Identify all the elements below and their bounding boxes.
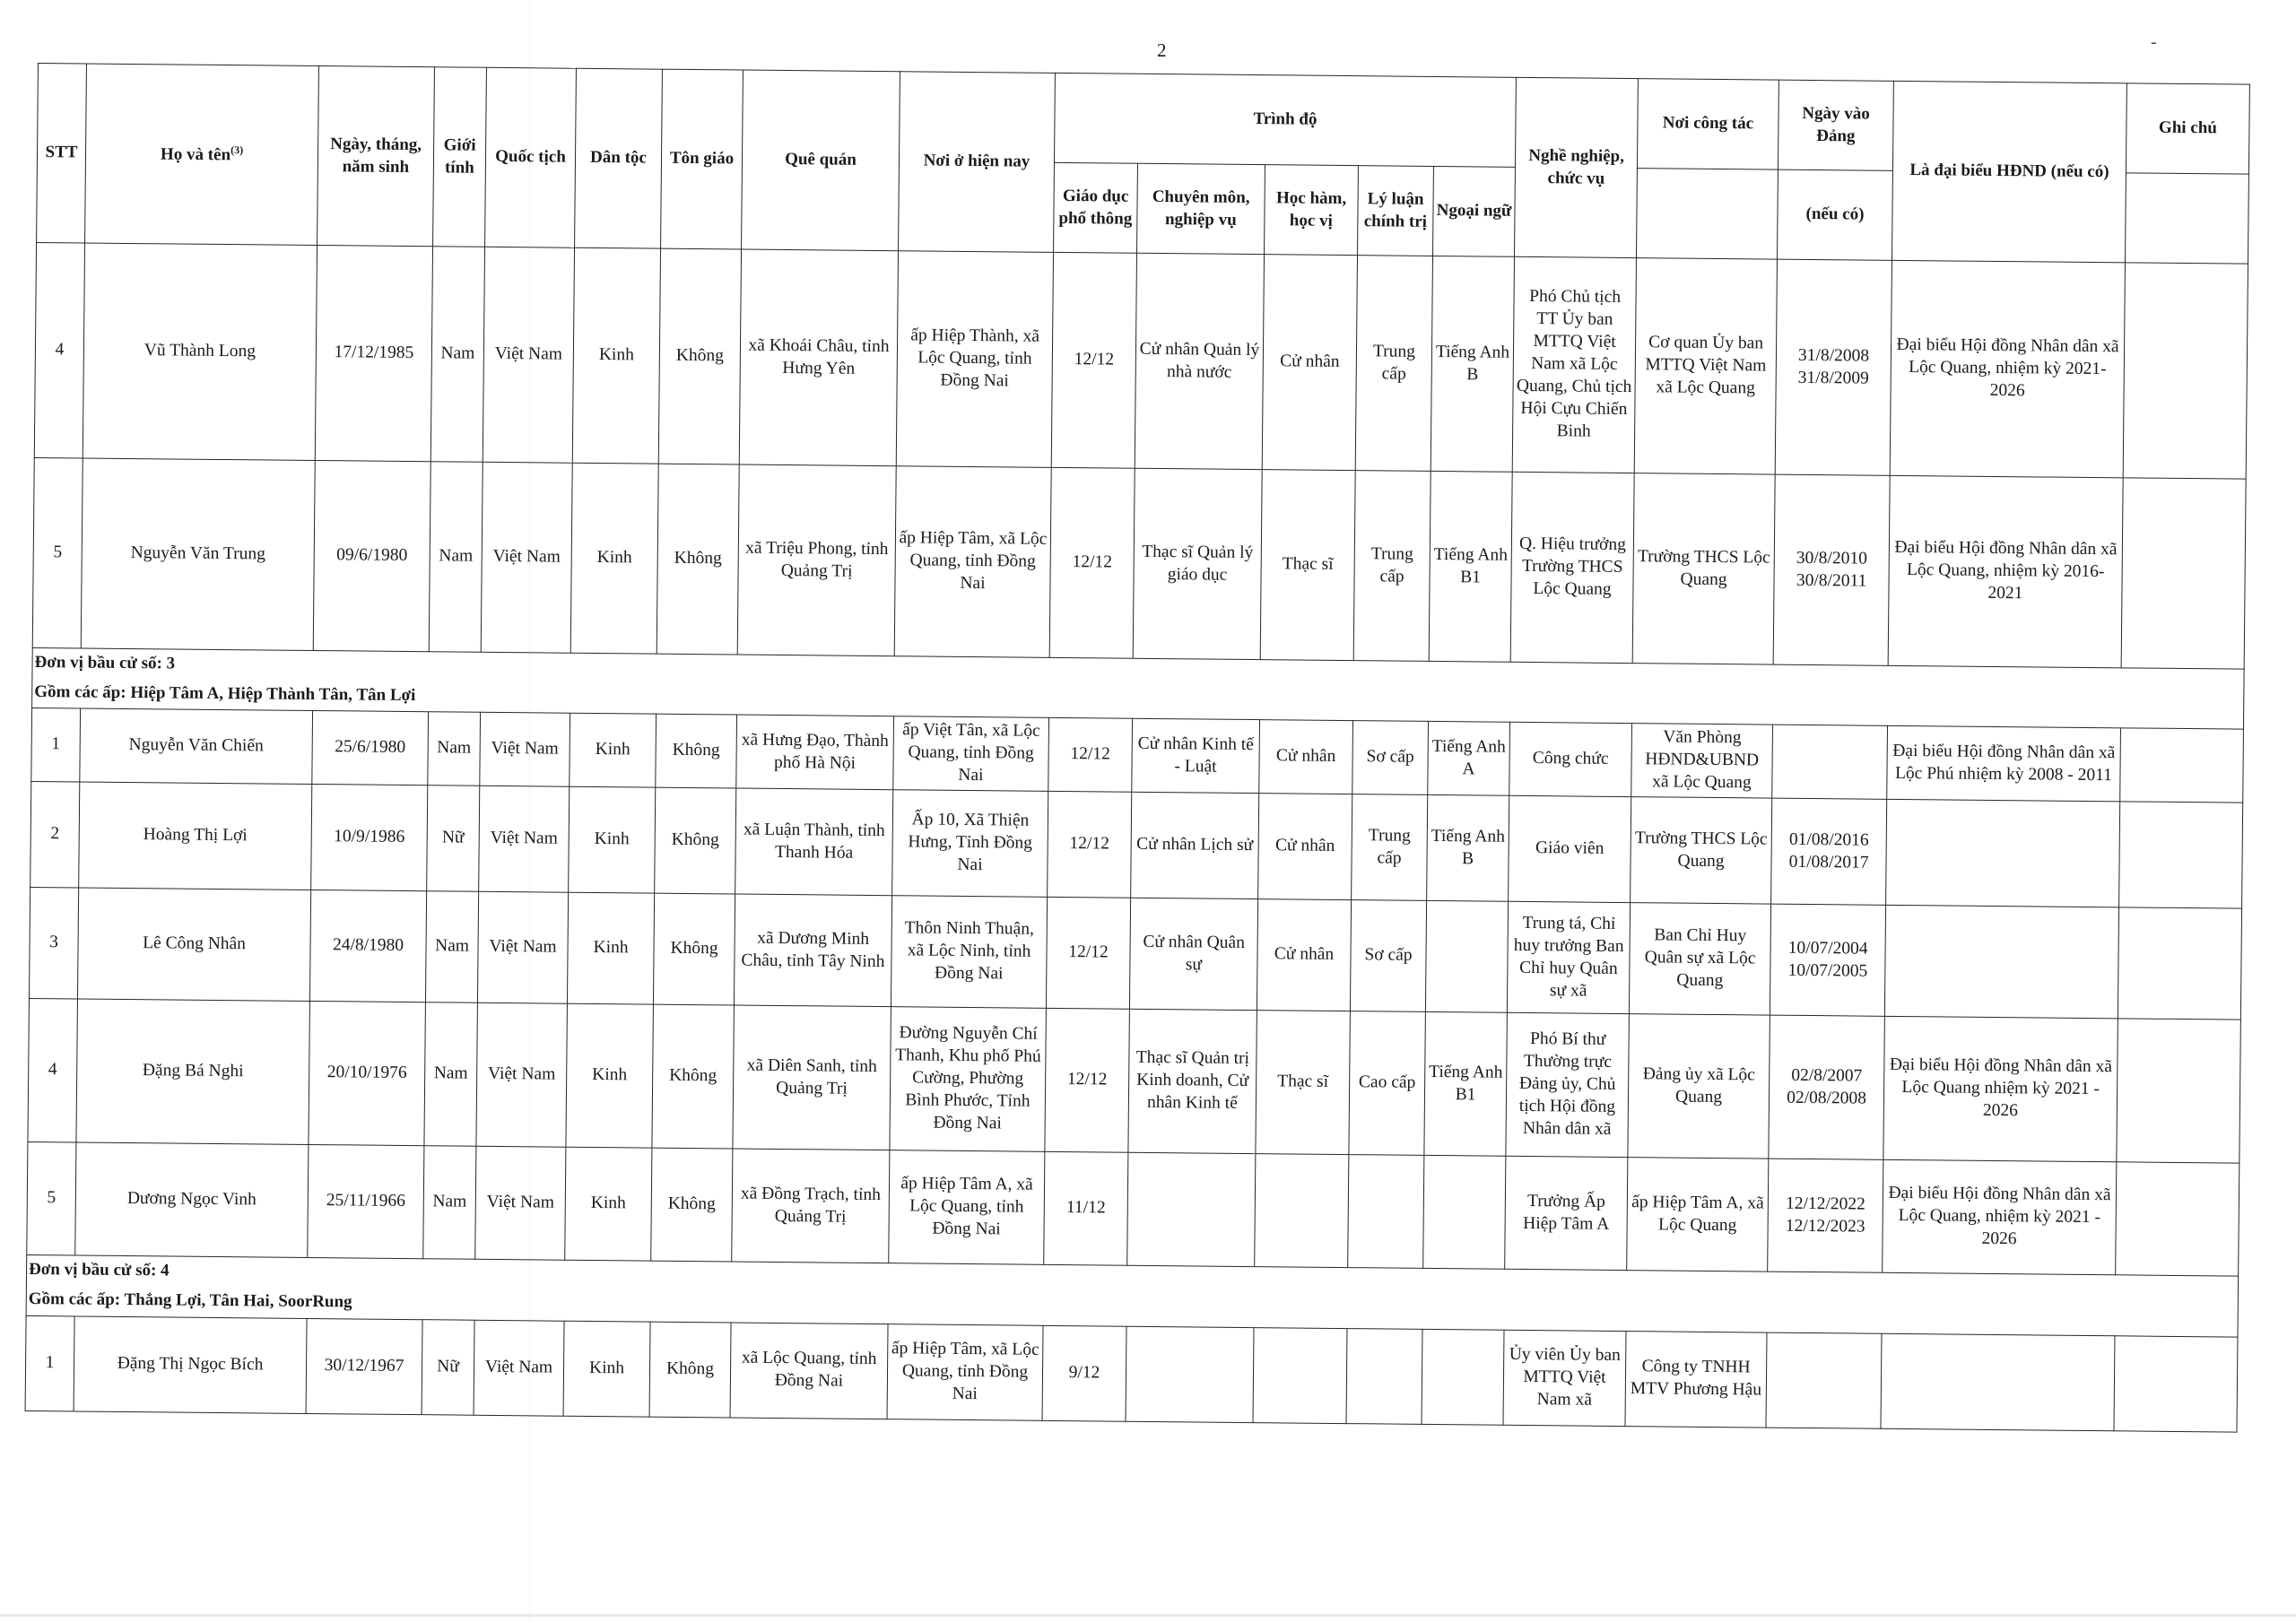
cell-stt: 5	[32, 457, 83, 648]
party-date-1: 02/8/2007	[1791, 1065, 1863, 1086]
cell-professional: Cử nhân Quản lý nhà nước	[1135, 253, 1264, 469]
table-row	[25, 1315, 2238, 1432]
cell-language: Tiếng Anh B	[1427, 795, 1509, 902]
cell-gender: Nam	[423, 1146, 476, 1260]
cell-residence: Thôn Ninh Thuận, xã Lộc Ninh, tỉnh Đồng Nai	[891, 896, 1047, 1009]
cell-political: Trung cấp	[1355, 256, 1432, 472]
cell-residence: Ấp 10, Xã Thiện Hưng, Tỉnh Đồng Nai	[892, 790, 1048, 898]
cell-nationality: Việt Nam	[483, 247, 574, 463]
cell-hometown: xã Triệu Phong, tỉnh Quảng Trị	[737, 464, 896, 656]
cell-name: Nguyễn Văn Trung	[81, 458, 315, 650]
cell-workplace: Trường THCS Lộc Quang	[1632, 473, 1775, 664]
cell-delegate	[1881, 1333, 2115, 1430]
header-delegate: Là đại biểu HĐND (nếu có)	[1892, 81, 2127, 262]
party-date-2: 10/07/2005	[1787, 960, 1868, 981]
cell-education: 12/12	[1051, 252, 1136, 468]
cell-party-date	[1770, 904, 1885, 1016]
cell-workplace: Văn Phòng HĐND&UBND xã Lộc Quang	[1631, 724, 1773, 799]
cell-religion: Không	[655, 787, 736, 894]
party-date-1	[1770, 1380, 1878, 1381]
cell-language	[1422, 1329, 1504, 1425]
candidate-table	[25, 63, 2250, 1432]
header-gender: Giới tính	[433, 67, 487, 247]
table-row	[29, 888, 2241, 1020]
cell-religion: Không	[651, 1148, 733, 1262]
table-row	[27, 1142, 2239, 1277]
party-date-2	[1770, 1380, 1878, 1381]
cell-education: 11/12	[1044, 1152, 1128, 1266]
cell-education: 12/12	[1049, 467, 1135, 658]
cell-note	[2114, 1335, 2238, 1431]
cell-political	[1348, 1155, 1424, 1269]
header-name: Họ và tên$^{(3)}$	[85, 64, 319, 245]
cell-delegate: Đại biểu Hội đồng Nhân dân xã Lộc Quang, nhiệm kỳ 2016-2021	[1888, 475, 2123, 667]
cell-religion: Không	[656, 714, 737, 788]
cell-note	[2116, 1162, 2239, 1276]
cell-ethnic: Kinh	[570, 714, 657, 788]
party-date-1: 12/12/2022	[1785, 1193, 1866, 1214]
party-date-1: 31/8/2008	[1797, 345, 1870, 366]
party-date-2	[1776, 761, 1884, 762]
header-professional: Chuyên môn, nghiệp vụ	[1137, 163, 1265, 254]
cell-hometown: xã Dương Minh Châu, tỉnh Tây Ninh	[734, 894, 891, 1007]
cell-ethnic: Kinh	[567, 893, 654, 1005]
cell-party-date	[1769, 1015, 1885, 1159]
cell-education: 12/12	[1048, 792, 1132, 898]
cell-delegate	[1884, 906, 2118, 1019]
cell-degree: Thạc sĩ	[1260, 470, 1355, 661]
cell-degree: Thạc sĩ	[1256, 1011, 1351, 1155]
cell-education: 9/12	[1042, 1325, 1126, 1421]
cell-dob: 24/8/1980	[309, 890, 426, 1002]
cell-delegate: Đại biểu Hội đồng Nhân dân xã Lộc Quang, nhiệm kỳ 2021 - 2026	[1883, 1160, 2117, 1275]
cell-dob: 20/10/1976	[309, 1002, 426, 1146]
cell-party-date	[1771, 798, 1887, 905]
cell-occupation: Trung tá, Chỉ huy trưởng Ban Chỉ huy Quân sự xã	[1507, 902, 1630, 1014]
cell-nationality: Việt Nam	[480, 713, 570, 787]
cell-name: Đặng Thị Ngọc Bích	[74, 1316, 307, 1413]
cell-degree	[1255, 1154, 1349, 1268]
header-stt: STT	[37, 64, 87, 244]
header-hometown: Quê quán	[742, 70, 900, 251]
cell-hometown: xã Khoái Châu, tỉnh Hưng Yên	[739, 249, 898, 466]
cell-delegate: Đại biểu Hội đồng Nhân dân xã Lộc Quang, nhiệm kỳ 2021-2026	[1890, 260, 2125, 477]
header-workplace: Nơi công tác	[1638, 79, 1779, 170]
cell-professional: Thạc sĩ Quản trị Kinh doanh, Cử nhân Kinh tế	[1128, 1010, 1257, 1154]
cell-workplace: ấp Hiệp Tâm A, xã Lộc Quang	[1627, 1158, 1769, 1272]
cell-degree	[1253, 1327, 1347, 1423]
table-row	[34, 242, 2248, 479]
cell-degree: Cử nhân	[1257, 899, 1351, 1011]
cell-note	[2120, 728, 2244, 803]
cell-professional: Cử nhân Lịch sử	[1131, 793, 1259, 899]
cell-professional	[1126, 1326, 1254, 1422]
table-row	[30, 782, 2243, 909]
cell-nationality: Việt Nam	[481, 462, 572, 653]
cell-name: Dương Ngọc Vinh	[75, 1142, 309, 1257]
party-date-2: 12/12/2023	[1785, 1216, 1866, 1237]
cell-hometown: xã Đồng Trạch, tỉnh Quảng Trị	[732, 1149, 890, 1263]
cell-professional	[1127, 1153, 1256, 1267]
cell-professional: Thạc sĩ Quản lý giáo dục	[1133, 468, 1262, 659]
cell-gender: Nam	[428, 712, 481, 786]
header-occupation: Nghề nghiệp, chức vụ	[1515, 77, 1639, 257]
cell-dob: 30/12/1967	[306, 1318, 422, 1414]
cell-religion: Không	[657, 464, 739, 655]
cell-political: Sơ cấp	[1352, 721, 1429, 795]
party-date-1: 30/8/2010	[1796, 548, 1867, 568]
cell-stt: 3	[29, 888, 78, 1000]
header-workplace-blank	[1637, 169, 1779, 260]
header-degree: Học hàm, học vị	[1265, 165, 1359, 256]
cell-delegate: Đại biểu Hội đồng Nhân dân xã Lộc Quang nhiệm kỳ 2021 - 2026	[1883, 1017, 2118, 1162]
party-date-2: 31/8/2009	[1797, 368, 1869, 388]
cell-religion: Không	[649, 1322, 731, 1418]
party-date-2: 02/08/2008	[1787, 1088, 1867, 1108]
cell-name: Vũ Thành Long	[83, 243, 317, 460]
header-note-blank	[2126, 173, 2249, 264]
cell-degree: Cử nhân	[1262, 255, 1357, 471]
cell-delegate	[1886, 800, 2120, 907]
cell-gender: Nam	[424, 1002, 478, 1147]
cell-religion: Không	[653, 893, 735, 1005]
cell-party-date	[1772, 725, 1888, 799]
unit-3-title: Đơn vị bầu cử số: 3	[32, 647, 2244, 698]
header-ethnic: Dân tộc	[575, 68, 663, 248]
cell-religion: Không	[652, 1004, 735, 1149]
cell-residence: ấp Hiệp Tâm, xã Lộc Quang, tỉnh Đồng Nai	[894, 466, 1051, 658]
cell-education: 12/12	[1048, 718, 1133, 793]
cell-dob: 09/6/1980	[313, 460, 430, 651]
cell-hometown: xã Diên Sanh, tỉnh Quảng Trị	[733, 1005, 891, 1150]
cell-note	[2118, 907, 2241, 1020]
cell-residence: ấp Hiệp Tâm, xã Lộc Quang, tỉnh Đồng Nai	[887, 1324, 1043, 1420]
unit-4-areas: Gồm các ấp: Thắng Lợi, Tân Hai, SoorRung	[26, 1285, 2238, 1337]
cell-hometown: xã Luận Thành, tỉnh Thanh Hóa	[735, 788, 893, 896]
cell-delegate: Đại biểu Hội đồng Nhân dân xã Lộc Phú nhiệm kỳ 2008 - 2011	[1887, 726, 2121, 802]
cell-political: Trung cấp	[1353, 471, 1431, 662]
header-residence: Nơi ở hiện nay	[899, 72, 1056, 253]
party-date-2: 01/08/2017	[1788, 852, 1869, 872]
header-dob: Ngày, tháng, năm sinh	[317, 66, 435, 247]
cell-ethnic: Kinh	[572, 247, 660, 464]
cell-dob: 25/11/1966	[308, 1145, 424, 1259]
cell-gender: Nam	[429, 462, 483, 653]
cell-occupation: Phó Chủ tịch TT Ủy ban MTTQ Việt Nam xã Lộc Quang, Chủ tịch Hội Cựu Chiến Binh	[1512, 256, 1636, 473]
cell-nationality: Việt Nam	[477, 892, 568, 1004]
cell-stt: 4	[28, 999, 78, 1143]
cell-political: Cao cấp	[1349, 1011, 1426, 1156]
cell-language: Tiếng Anh B1	[1424, 1012, 1508, 1157]
document-sheet	[25, 63, 2249, 1432]
cell-ethnic: Kinh	[565, 1148, 652, 1262]
cell-language: Tiếng Anh B	[1431, 256, 1514, 472]
cell-occupation: Phó Bí thư Thường trực Đảng ủy, Chủ tịch Hội đồng Nhân dân xã	[1506, 1013, 1630, 1158]
header-political: Lý luận chính trị	[1358, 166, 1434, 256]
cell-hometown: xã Lộc Quang, tỉnh Đồng Nai	[730, 1323, 888, 1419]
cell-nationality: Việt Nam	[474, 1320, 564, 1416]
cell-residence: ấp Hiệp Thành, xã Lộc Quang, tỉnh Đồng Nai	[896, 251, 1053, 468]
header-language: Ngoại ngữ	[1433, 166, 1516, 256]
party-date-1: 01/08/2016	[1788, 829, 1869, 850]
cell-nationality: Việt Nam	[475, 1147, 566, 1261]
cell-party-date	[1768, 1159, 1883, 1272]
cell-gender: Nam	[425, 891, 478, 1003]
party-date-2: 30/8/2011	[1796, 570, 1867, 591]
cell-political	[1346, 1328, 1422, 1424]
cell-workplace: Ban Chỉ Huy Quân sự xã Lộc Quang	[1629, 903, 1770, 1016]
cell-ethnic: Kinh	[566, 1004, 654, 1149]
cell-professional: Cử nhân Quân sự	[1129, 898, 1257, 1011]
unit-4-title: Đơn vị bầu cử số: 4	[26, 1255, 2238, 1306]
cell-name: Hoàng Thị Lợi	[79, 782, 312, 890]
cell-workplace: Công ty TNHH MTV Phương Hậu	[1625, 1331, 1767, 1428]
cell-ethnic: Kinh	[569, 787, 656, 894]
cell-stt: 1	[31, 708, 81, 783]
header-qualification: Trình độ	[1054, 73, 1516, 167]
cell-education: 12/12	[1045, 1009, 1130, 1153]
cell-dob: 17/12/1985	[315, 246, 432, 462]
header-party-note: (nếu có)	[1778, 169, 1893, 260]
cell-note	[2119, 802, 2243, 908]
cell-language: Tiếng Anh A	[1428, 722, 1510, 796]
cell-note	[2121, 478, 2246, 669]
cell-note	[2117, 1019, 2241, 1163]
cell-occupation: Công chức	[1509, 723, 1632, 797]
cell-gender: Nam	[430, 247, 484, 463]
cell-education: 12/12	[1046, 898, 1130, 1010]
cell-workplace: Cơ quan Ủy ban MTTQ Việt Nam xã Lộc Quang	[1634, 258, 1777, 474]
cell-gender: Nữ	[422, 1319, 474, 1415]
cell-occupation: Q. Hiệu trưởng Trường THCS Lộc Quang	[1510, 472, 1634, 663]
page-number: 2	[1157, 39, 1167, 61]
unit-3-areas: Gồm các ấp: Hiệp Tâm A, Hiệp Thành Tân, Tân Lợi	[32, 677, 2244, 729]
cell-language	[1423, 1156, 1506, 1270]
header-note: Ghi chú	[2126, 83, 2249, 174]
cell-name: Lê Công Nhân	[77, 888, 310, 1001]
cell-stt: 4	[34, 242, 84, 458]
cell-degree: Cử nhân	[1258, 794, 1352, 900]
cell-ethnic: Kinh	[563, 1321, 650, 1417]
cell-name: Đặng Bá Nghi	[76, 999, 310, 1144]
cell-workplace: Trường THCS Lộc Quang	[1631, 797, 1772, 905]
cell-party-date	[1775, 259, 1892, 475]
table-row	[28, 999, 2240, 1164]
cell-professional: Cử nhân Kinh tế - Luật	[1132, 719, 1260, 794]
cell-occupation: Trưởng Ấp Hiệp Tâm A	[1505, 1157, 1628, 1271]
cell-political: Trung cấp	[1352, 794, 1428, 901]
header-education: Giáo dục phổ thông	[1054, 162, 1138, 253]
cell-residence: ấp Hiệp Tâm A, xã Lộc Quang, tỉnh Đồng Nai	[889, 1150, 1045, 1265]
cell-dob: 25/6/1980	[312, 711, 429, 785]
cell-ethnic: Kinh	[570, 463, 658, 654]
cell-occupation: Ủy viên Ủy ban MTTQ Việt Nam xã	[1503, 1330, 1626, 1426]
cell-language: Tiếng Anh B1	[1429, 471, 1512, 662]
cell-political: Sơ cấp	[1350, 900, 1426, 1012]
cell-occupation: Giáo viên	[1509, 796, 1631, 903]
cell-dob: 10/9/1986	[311, 785, 428, 891]
cell-party-date	[1766, 1332, 1882, 1428]
cell-gender: Nữ	[427, 785, 480, 892]
cell-hometown: xã Hưng Đạo, Thành phố Hà Nội	[736, 715, 894, 790]
cell-religion: Không	[658, 248, 741, 464]
cell-name: Nguyễn Văn Chiến	[80, 708, 313, 784]
table-row	[32, 457, 2246, 669]
cell-stt: 1	[25, 1315, 74, 1411]
party-date-1: 10/07/2004	[1787, 938, 1868, 959]
cell-stt: 2	[30, 782, 80, 889]
header-party-date: Ngày vào Đảng	[1778, 80, 1893, 170]
cell-residence: ấp Việt Tân, xã Lộc Quang, tỉnh Đồng Nai	[893, 716, 1049, 792]
cell-workplace: Đảng ủy xã Lộc Quang	[1628, 1014, 1770, 1159]
cell-party-date	[1773, 474, 1890, 665]
cell-residence: Đường Nguyễn Chí Thanh, Khu phố Phú Cường, Phường Bình Phước, Tỉnh Đồng Nai	[890, 1007, 1047, 1152]
cell-stt: 5	[27, 1142, 76, 1256]
cell-language	[1425, 901, 1508, 1013]
scan-edge	[0, 1614, 2296, 1617]
cell-nationality: Việt Nam	[476, 1003, 568, 1148]
cell-nationality: Việt Nam	[479, 786, 570, 893]
cell-note	[2123, 263, 2248, 479]
header-religion: Tôn giáo	[661, 69, 744, 249]
party-date-1	[1776, 761, 1884, 762]
cell-degree: Cử nhân	[1259, 720, 1353, 794]
corner-mark: -	[2151, 32, 2157, 52]
header-nationality: Quốc tịch	[485, 67, 577, 247]
